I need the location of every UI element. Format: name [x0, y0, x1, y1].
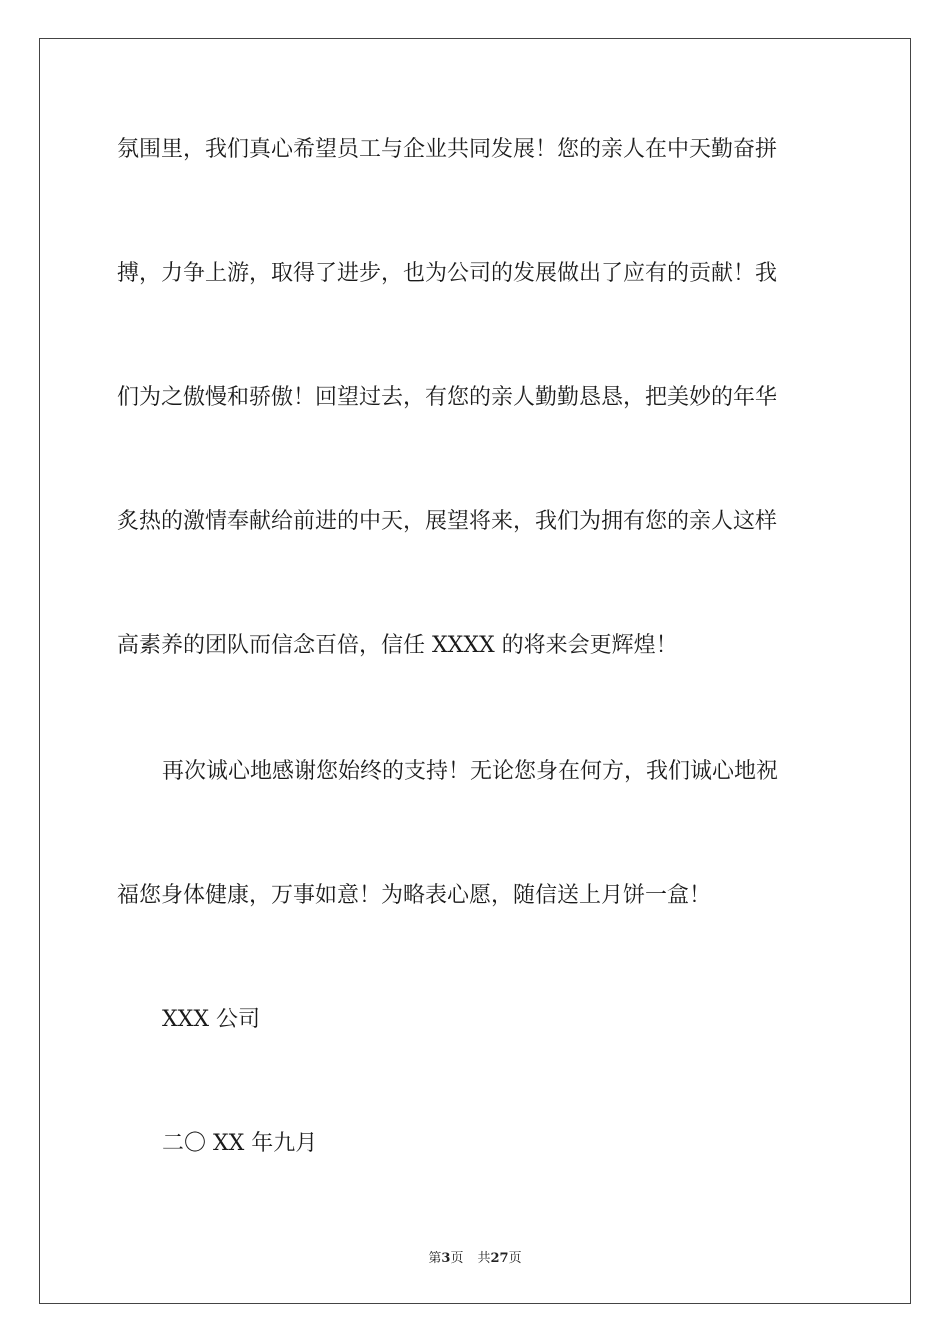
- signature-date: 二〇 XX 年九月: [162, 1131, 318, 1156]
- body-text-line: 再次诚心地感谢您始终的支持！无论您身在何方，我们诚心地祝: [162, 759, 779, 784]
- total-pages: 27: [490, 1251, 509, 1266]
- page-suffix: 页: [450, 1251, 464, 1266]
- body-text-line: 氛围里，我们真心希望员工与企业共同发展！您的亲人在中天勤奋拼: [117, 137, 778, 162]
- page-border: [39, 38, 911, 1304]
- signature-company: XXX 公司: [162, 1007, 260, 1032]
- body-text-line: 搏，力争上游，取得了进步，也为公司的发展做出了应有的贡献！我: [117, 261, 778, 286]
- body-text-line: 高素养的团队而信念百倍，信任 XXXX 的将来会更辉煌！: [117, 633, 678, 658]
- page-footer: [0, 1247, 950, 1266]
- body-text-line: 炙热的激情奉献给前进的中天，展望将来，我们为拥有您的亲人这样: [117, 509, 778, 534]
- page-prefix: 第: [428, 1251, 442, 1266]
- body-text-line: 们为之傲慢和骄傲！回望过去，有您的亲人勤勤恳恳，把美妙的年华: [117, 385, 778, 410]
- body-text-line: 福您身体健康，万事如意！为略表心愿，随信送上月饼一盒！: [117, 883, 712, 908]
- page-number: 3: [441, 1251, 451, 1266]
- total-prefix: 共: [477, 1251, 491, 1266]
- total-suffix: 页: [508, 1251, 522, 1266]
